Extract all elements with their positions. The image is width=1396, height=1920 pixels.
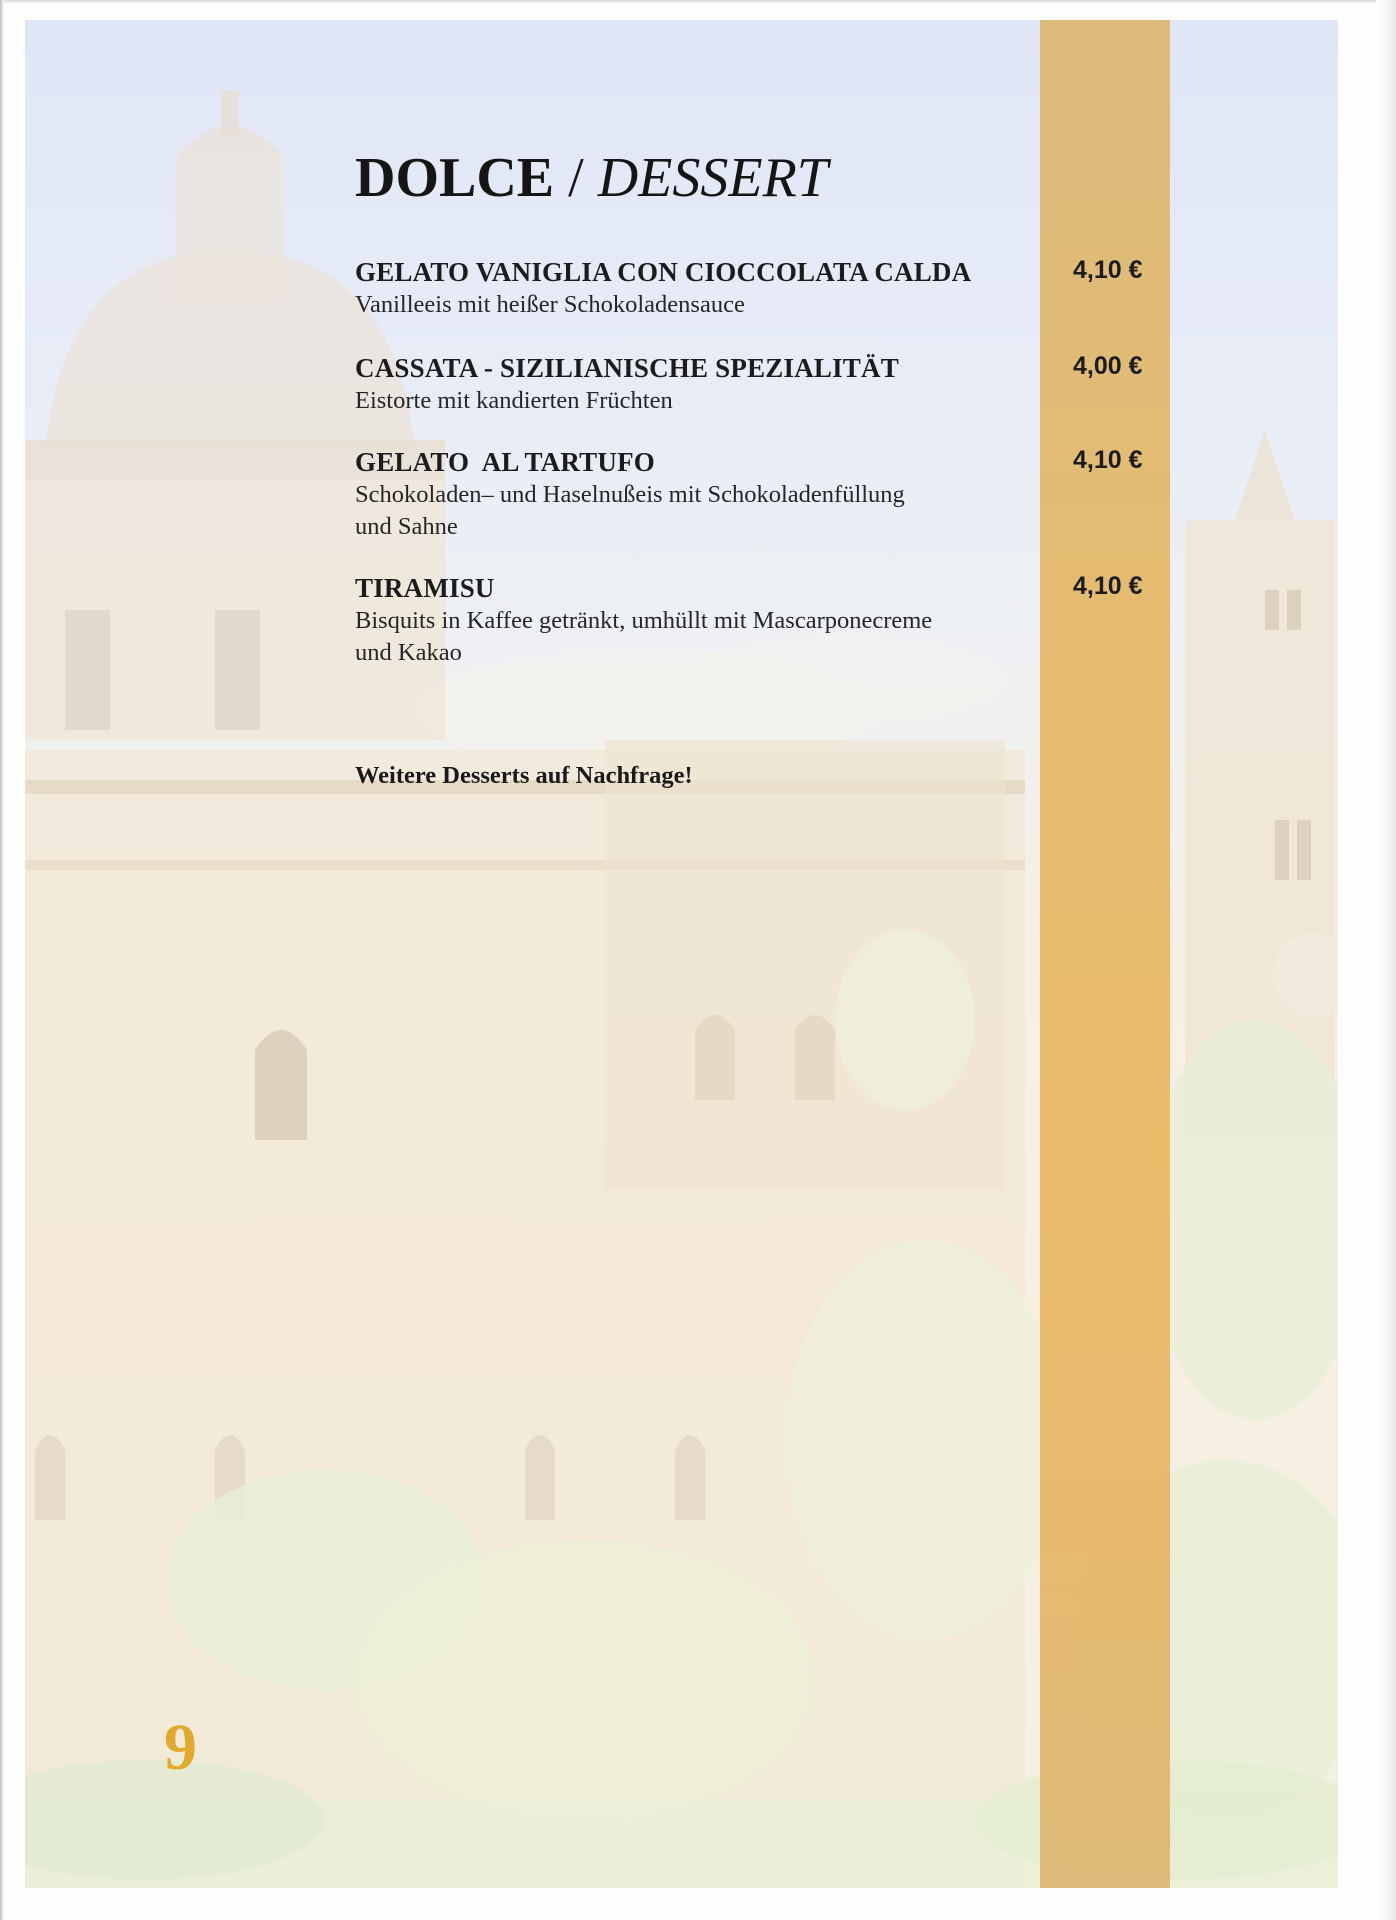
- menu-item: [355, 572, 1035, 669]
- menu-item-description: Bisquits in Kaffee getränkt, umhüllt mit Mascarponecreme: [355, 607, 933, 634]
- menu-item-description: Eistorte mit kandierten Früchten: [355, 387, 673, 414]
- menu-item-name: TIRAMISU: [355, 573, 495, 603]
- menu-item-name: GELATO AL TARTUFO: [355, 447, 655, 477]
- menu-item-price: 4,00 €: [1073, 352, 1143, 380]
- menu-item: [355, 446, 1035, 543]
- scan-edge-top: [0, 0, 1396, 4]
- page-title: [355, 147, 828, 209]
- menu-item: [355, 256, 1035, 321]
- menu-item-description: und Kakao: [355, 639, 462, 666]
- menu-item-price: 4,10 €: [1073, 446, 1143, 474]
- menu-item-description: und Sahne: [355, 513, 458, 540]
- page-number: 9: [164, 1711, 197, 1784]
- gold-price-band: [1040, 20, 1170, 1888]
- menu-item-description: Schokoladen– und Haselnußeis mit Schokoladenfüllung: [355, 481, 905, 508]
- menu-item-price: 4,10 €: [1073, 572, 1143, 600]
- menu-item-name: CASSATA - SIZILIANISCHE SPEZIALITÄT: [355, 353, 899, 383]
- menu-item-name: GELATO VANIGLIA CON CIOCCOLATA CALDA: [355, 257, 972, 287]
- title-separator: /: [568, 147, 584, 209]
- scan-edge-right: [1376, 0, 1396, 1920]
- title-german: DESSERT: [597, 147, 828, 209]
- title-italian: DOLCE: [355, 147, 555, 209]
- menu-item: [355, 352, 1035, 417]
- scan-edge-left: [0, 0, 4, 1920]
- menu-item-price: 4,10 €: [1073, 256, 1143, 284]
- more-desserts-note: Weitere Desserts auf Nachfrage!: [355, 762, 693, 789]
- menu-item-description: Vanilleeis mit heißer Schokoladensauce: [355, 291, 745, 318]
